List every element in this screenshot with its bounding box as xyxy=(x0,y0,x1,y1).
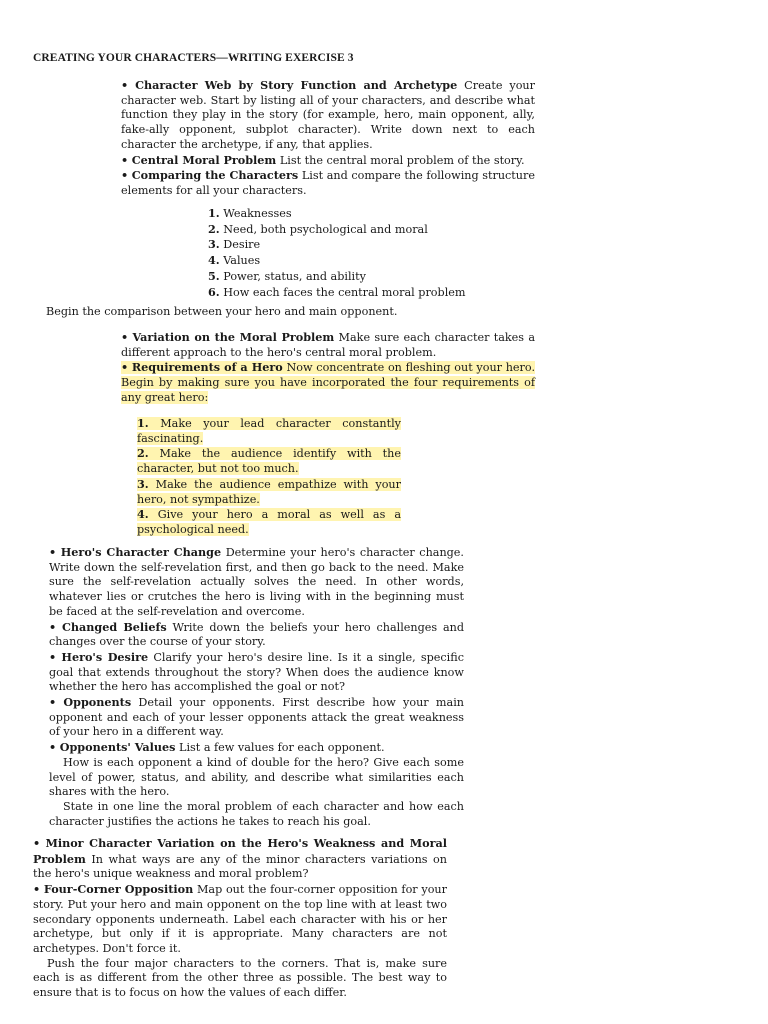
requirements-highlight xyxy=(121,361,535,403)
bullet-icon: • xyxy=(121,360,129,375)
bullet-icon: • xyxy=(49,695,57,710)
bullet-icon: • xyxy=(33,836,41,850)
character-web-heading: Character Web by Story Function and Archetype xyxy=(135,78,458,92)
requirements-list xyxy=(137,416,401,538)
opponents-values-heading: Opponents' Values xyxy=(59,740,176,755)
comparing-body: List and compare the following structure elements for all your characters. xyxy=(121,169,535,197)
opponents-values-body: List a few values for each opponent. xyxy=(179,741,385,755)
state-paragraph: State in one line the moral problem of each character and how each character justifies the actions he takes to reach his goal. xyxy=(49,799,464,828)
minor-character-body: In what ways are any of the minor characters variations on the hero's unique weakness and moral problem? xyxy=(33,852,447,881)
variation-body: Make sure each character takes a different approach to the hero's central moral problem. xyxy=(121,331,535,359)
variation-paragraph xyxy=(121,330,535,406)
opponents-heading: Opponents xyxy=(63,695,132,710)
minor-character-heading: Minor Character Variation on the Hero's Weakness and Moral Problem xyxy=(33,836,448,866)
list-item: 3. Make the audience empathize with your hero, not sympathize. xyxy=(137,476,401,506)
list-item: 6. How each faces the central moral problem xyxy=(208,284,466,299)
list-item: 2. Make the audience identify with the character, but not too much. xyxy=(137,446,401,476)
list-item: 5. Power, status, and ability xyxy=(208,268,366,283)
begin-comparison-line: Begin the comparison between your hero and main opponent. xyxy=(46,305,398,318)
bullet-icon: • xyxy=(121,168,129,183)
character-web-body: Create your character web. Start by listing all of your characters, and describe what function they play in the story (for example, hero, main opponent, ally, fake-ally opponent, subplot character). Write down next to each character the archetype, if any, that applies. xyxy=(121,79,535,151)
list-item: 4. Give your hero a moral as well as a psychological need. xyxy=(137,507,401,536)
minor-and-opposition-section xyxy=(33,836,447,1001)
page-title: CREATING YOUR CHARACTERS—WRITING EXERCISE 3 xyxy=(33,52,354,64)
bullet-icon: • xyxy=(121,152,129,167)
list-item: 1. Make your lead character constantly fascinating. xyxy=(137,416,401,445)
variation-heading: Variation on the Moral Problem xyxy=(132,330,335,344)
heros-desire-heading: Hero's Desire xyxy=(61,649,149,664)
character-web-paragraph xyxy=(121,78,535,199)
comparing-heading: Comparing the Characters xyxy=(131,168,299,183)
character-change-heading: Hero's Character Change xyxy=(60,545,222,559)
push-paragraph: Push the four major characters to the corners. That is, make sure each is as different from the other three as possible. The best way to ensure that is to focus on how the values of each differ. xyxy=(33,956,447,1000)
central-moral-heading: Central Moral Problem xyxy=(131,152,277,167)
bullet-icon: • xyxy=(33,882,41,897)
character-change-body: Determine your hero's character change. Write down the self-revelation first, and then go back to the need. Make sure the self-revelation actually solves the need. In other words, whatever lies or crutches the hero is living with in the beginning must be faced at the self-revelation and overcome. xyxy=(49,546,464,618)
four-corner-body: Map out the four-corner opposition for your story. Put your hero and main opponent on the top line with at least two secondary opponents underneath. Label each character with his or her archetype, but only if it is appropriate. Many characters are not archetypes. Don't force it. xyxy=(33,883,447,955)
bullet-icon: • xyxy=(49,649,57,664)
structure-elements-list xyxy=(208,206,508,300)
double-paragraph: How is each opponent a kind of double for the hero? Give each some level of power, status, and ability, and describe what similarities each shares with the hero. xyxy=(49,755,464,799)
list-item: 2. Need, both psychological and moral xyxy=(208,221,428,236)
heros-desire-body: Clarify your hero's desire line. Is it a single, specific goal that extends throughout the story? When does the audience know whether the hero has accomplished the goal or not? xyxy=(49,650,464,694)
requirements-heading: Requirements of a Hero xyxy=(131,360,283,375)
requirements-body: Now concentrate on fleshing out your hero. Begin by making sure you have incorporated the four requirements of any great hero: xyxy=(121,361,535,404)
bullet-icon: • xyxy=(49,545,57,559)
central-moral-body: List the central moral problem of the story. xyxy=(279,153,525,167)
list-item: 1. Weaknesses xyxy=(208,206,292,220)
bullet-icon: • xyxy=(121,78,129,92)
changed-beliefs-body: Write down the beliefs your hero challenges and changes over the course of your story. xyxy=(49,620,464,649)
hero-development-section xyxy=(49,545,464,829)
changed-beliefs-heading: Changed Beliefs xyxy=(62,619,167,634)
bullet-icon: • xyxy=(49,619,57,634)
list-item: 4. Values xyxy=(208,253,261,268)
bullet-icon: • xyxy=(49,740,57,755)
bullet-icon: • xyxy=(121,330,129,344)
list-item: 3. Desire xyxy=(208,237,261,252)
four-corner-heading: Four-Corner Opposition xyxy=(43,882,194,897)
opponents-body: Detail your opponents. First describe how your main opponent and each of your lesser opponents attack the great weakness of your hero in a different way. xyxy=(49,696,464,739)
